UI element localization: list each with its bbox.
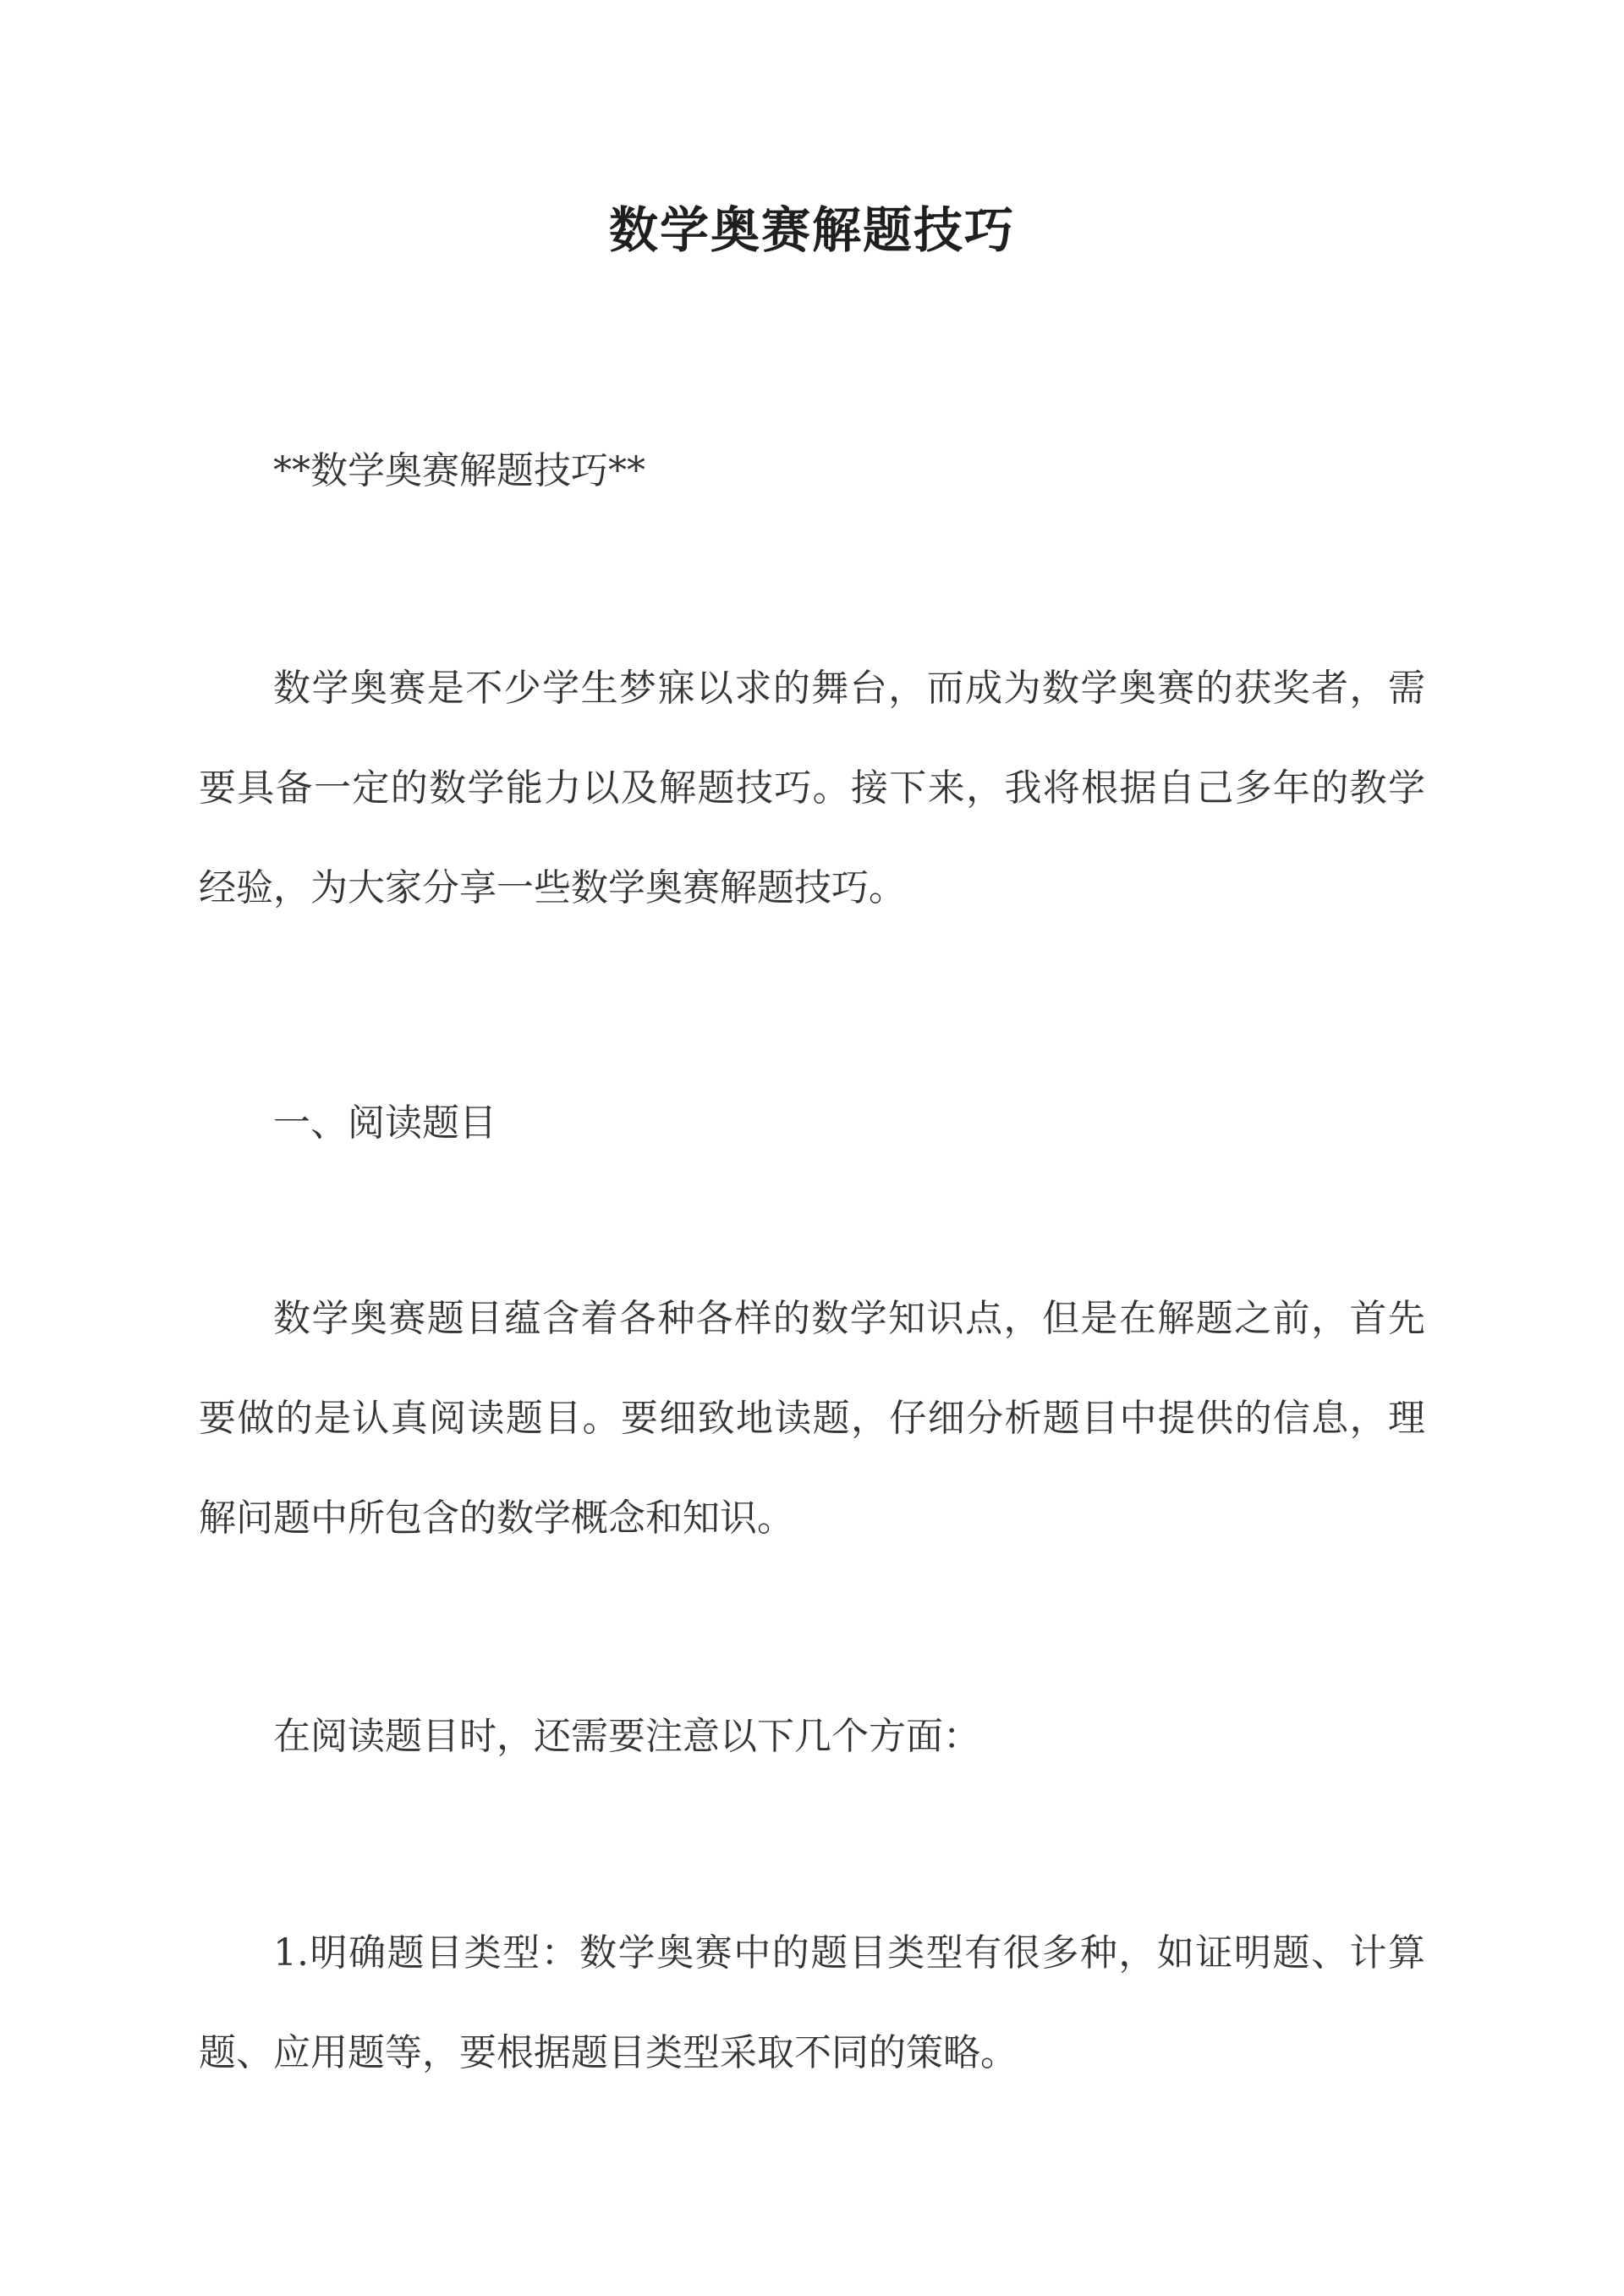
paragraph-reading: 数学奥赛题目蕴含着各种各样的数学知识点，但是在解题之前，首先要做的是认真阅读题目。要细致地读题，仔细分析题目中提供的信息，理解问题中所包含的数学概念和知识。 — [199, 1297, 1425, 1540]
paragraph-bold-title: **数学奥赛解题技巧** — [273, 449, 645, 492]
paragraph-notes-intro: 在阅读题目时，还需要注意以下几个方面： — [273, 1715, 980, 1758]
document-title: 数学奥赛解题技巧 — [608, 201, 1015, 259]
section-heading-reading: 一、阅读题目 — [273, 1101, 497, 1145]
paragraph-item-1: 1.明确题目类型：数学奥赛中的题目类型有很多种，如证明题、计算题、应用题等，要根据题目类型采取不同的策略。 — [199, 1931, 1425, 2074]
paragraph-intro: 数学奥赛是不少学生梦寐以求的舞台，而成为数学奥赛的获奖者，需要具备一定的数学能力以及解题技巧。接下来，我将根据自己多年的教学经验，为大家分享一些数学奥赛解题技巧。 — [199, 667, 1425, 909]
